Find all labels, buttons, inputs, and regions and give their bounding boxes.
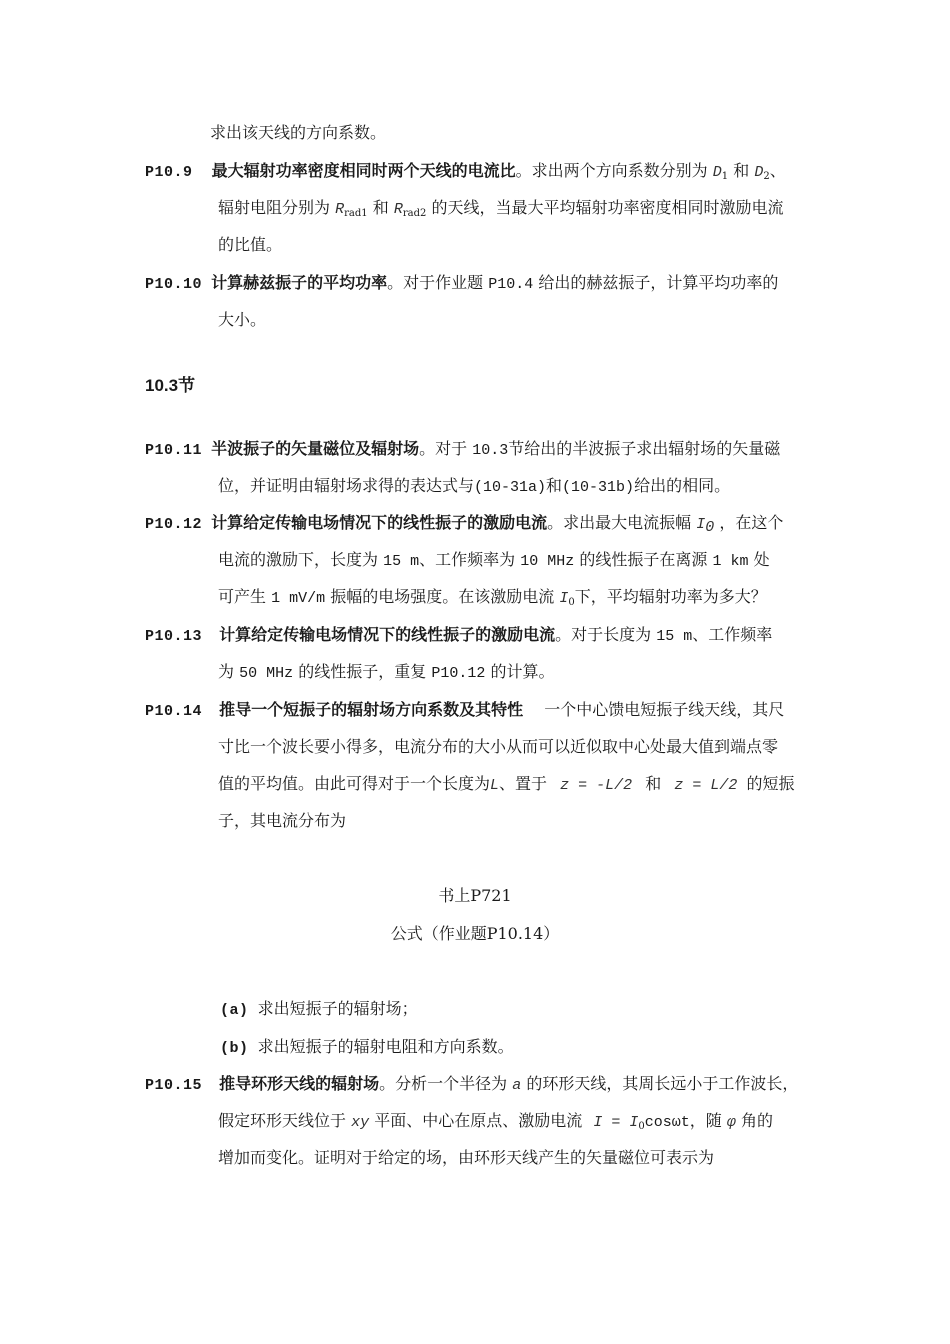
problem-p10-15-line-2 xyxy=(218,1110,773,1138)
problem-text: 的环形天线，其周长远小于工作波长， xyxy=(526,1074,799,1093)
problem-title: 推导环形天线的辐射场 xyxy=(219,1074,380,1093)
problem-text: 。对于 xyxy=(419,439,468,458)
problem-text: 。求出最大电流振幅 xyxy=(547,513,692,532)
problem-number: P10.12 xyxy=(145,516,203,533)
problem-title: 最大辐射功率密度相同时两个天线的电流比 xyxy=(211,161,516,180)
book-reference-text: 书上P721 xyxy=(438,886,512,905)
problem-text: ，随 xyxy=(689,1111,722,1130)
symbol-r: R xyxy=(393,201,403,218)
value-distance: 1 km xyxy=(712,553,749,570)
equation-reference: (10-31a) xyxy=(474,479,547,496)
book-reference xyxy=(0,885,950,907)
problem-number: P10.14 xyxy=(145,703,203,720)
problem-text: 的天线，当最大平均辐射功率密度相同时激励电流 xyxy=(431,198,784,217)
problem-text: 的比值。 xyxy=(218,235,283,254)
intro-text: 求出该天线的方向系数。 xyxy=(210,123,387,142)
conjunction: 和 xyxy=(733,161,750,180)
subscript: rad2 xyxy=(402,208,427,219)
value-length: 15 m xyxy=(656,628,693,645)
section-heading: 10.3节 xyxy=(145,376,196,395)
problem-text: 、工作频率 xyxy=(692,625,773,644)
problem-p10-10-line-2 xyxy=(218,309,266,331)
problem-text: 电流的激励下，长度为 xyxy=(218,550,379,569)
value-length: 15 m xyxy=(383,553,420,570)
problem-p10-15-line-3 xyxy=(218,1147,714,1169)
symbol-d2: D xyxy=(754,164,764,181)
value-frequency: 10 MHz xyxy=(520,553,575,570)
intro-line xyxy=(210,122,386,144)
problem-text: 处 xyxy=(753,550,770,569)
symbol-d1: D xyxy=(712,164,722,181)
problem-text: 、工作频率为 xyxy=(419,550,516,569)
problem-reference: P10.4 xyxy=(488,276,534,293)
problem-text: 。分析一个半径为 xyxy=(379,1074,508,1093)
problem-text: 的线性振子，重复 xyxy=(298,662,427,681)
conjunction: 和 xyxy=(645,774,662,793)
conjunction: 和 xyxy=(546,476,563,495)
item-label: (a) xyxy=(220,1002,249,1019)
problem-text: 角的 xyxy=(740,1111,773,1130)
problem-title: 计算给定传输电场情况下的线性振子的激励电流 xyxy=(219,625,556,644)
problem-text: 增加而变化。证明对于给定的场，由环形天线产生的矢量磁位可表示为 xyxy=(218,1148,715,1167)
problem-p10-12-line-3 xyxy=(218,586,767,614)
problem-text: 。求出两个方向系数分别为 xyxy=(515,161,708,180)
problem-p10-9-line-3 xyxy=(218,234,282,256)
separator: 、 xyxy=(769,161,786,180)
problem-text: 的短振 xyxy=(746,774,795,793)
subscript: 1 xyxy=(721,171,729,182)
problem-text: 给出的相同。 xyxy=(634,476,731,495)
problem-text: 大小。 xyxy=(218,310,267,329)
problem-text: 一个中心馈电短振子线天线，其尺 xyxy=(544,700,785,719)
problem-p10-12-line-2 xyxy=(218,549,770,573)
subscript: 0 xyxy=(568,597,575,608)
problem-p10-11-line-1 xyxy=(145,438,780,462)
symbol-r: R xyxy=(335,201,345,218)
problem-title: 计算赫兹振子的平均功率 xyxy=(211,273,388,292)
symbol-i: I xyxy=(559,590,569,607)
expression-current: I = I xyxy=(593,1114,639,1131)
section-reference: 10.3 xyxy=(472,442,509,459)
problem-title: 推导一个短振子的辐射场方向系数及其特性 xyxy=(219,700,524,719)
problem-p10-14-line-1 xyxy=(145,699,784,723)
problem-number: P10.10 xyxy=(145,276,203,293)
problem-text: 。对于作业题 xyxy=(387,273,484,292)
problem-p10-13-line-2 xyxy=(218,661,554,685)
item-b xyxy=(220,1036,514,1060)
problem-p10-15-line-1 xyxy=(145,1073,798,1097)
symbol-phi: φ xyxy=(726,1114,736,1131)
problem-text: 。对于长度为 xyxy=(555,625,652,644)
problem-text: 平面、中心在原点、激励电流 xyxy=(374,1111,583,1130)
problem-p10-14-line-2 xyxy=(218,736,778,758)
item-a xyxy=(220,998,418,1022)
item-label: (b) xyxy=(220,1040,249,1057)
value-field: 1 mV/m xyxy=(271,590,326,607)
problem-title: 计算给定传输电场情况下的线性振子的激励电流 xyxy=(211,513,548,532)
formula-reference xyxy=(0,923,950,945)
problem-text: 子，其电流分布为 xyxy=(218,811,347,830)
problem-title: 半波振子的矢量磁位及辐射场 xyxy=(211,439,420,458)
problem-text: 寸比一个波长要小得多，电流分布的大小从而可以近似取中心处最大值到端点零 xyxy=(218,737,779,756)
problem-text: 的线性振子在离源 xyxy=(579,550,708,569)
problem-text: ，在这个 xyxy=(719,513,784,532)
symbol-i: I xyxy=(696,516,706,533)
problem-p10-9-line-2 xyxy=(218,197,783,225)
item-text: 求出短振子的辐射电阻和方向系数。 xyxy=(257,1037,514,1056)
problem-text: 节给出的半波振子求出辐射场的矢量磁 xyxy=(508,439,781,458)
problem-text: 的计算。 xyxy=(490,662,555,681)
problem-text: 下，平均辐射功率为多大？ xyxy=(574,587,767,606)
problem-text: 、置于 xyxy=(499,774,548,793)
problem-text: 假定环形天线位于 xyxy=(218,1111,347,1130)
expression-z2: z = L/2 xyxy=(674,777,738,794)
symbol-xy: xy xyxy=(351,1114,370,1131)
problem-p10-11-line-2 xyxy=(218,475,730,499)
problem-p10-13-line-1 xyxy=(145,624,772,648)
problem-number: P10.15 xyxy=(145,1077,203,1094)
problem-text: 辐射电阻分别为 xyxy=(218,198,331,217)
problem-text: 给出的赫兹振子，计算平均功率的 xyxy=(538,273,779,292)
problem-p10-10-line-1 xyxy=(145,272,778,296)
problem-number: P10.11 xyxy=(145,442,203,459)
problem-text: 振幅的电场强度。在该激励电流 xyxy=(330,587,555,606)
expression-z1: z = -L/2 xyxy=(560,777,633,794)
value-frequency: 50 MHz xyxy=(239,665,294,682)
item-text: 求出短振子的辐射场； xyxy=(257,999,418,1018)
symbol-a: a xyxy=(512,1077,522,1094)
subscript: rad1 xyxy=(344,208,368,219)
problem-p10-9-line-1 xyxy=(145,160,786,188)
problem-text: 可产生 xyxy=(218,587,267,606)
equation-reference: (10-31b) xyxy=(562,479,635,496)
problem-reference: P10.12 xyxy=(431,665,486,682)
problem-text: 值的平均值。由此可得对于一个长度为 xyxy=(218,774,491,793)
problem-p10-14-line-4 xyxy=(218,810,346,832)
formula-reference-text: 公式（作业题P10.14） xyxy=(390,924,560,943)
problem-p10-12-line-1 xyxy=(145,512,783,539)
problem-number: P10.13 xyxy=(145,628,203,645)
problem-text: 位，并证明由辐射场求得的表达式与 xyxy=(218,476,475,495)
expression-cos: cosωt xyxy=(644,1114,690,1131)
symbol-l: L xyxy=(490,777,500,794)
subscript: 2 xyxy=(763,171,770,182)
problem-number: P10.9 xyxy=(145,164,193,181)
problem-p10-14-line-3 xyxy=(218,773,794,797)
conjunction: 和 xyxy=(372,198,389,217)
subscript: 0 xyxy=(638,1121,645,1132)
subscript: 0 xyxy=(705,519,715,536)
problem-text: 为 xyxy=(218,662,235,681)
